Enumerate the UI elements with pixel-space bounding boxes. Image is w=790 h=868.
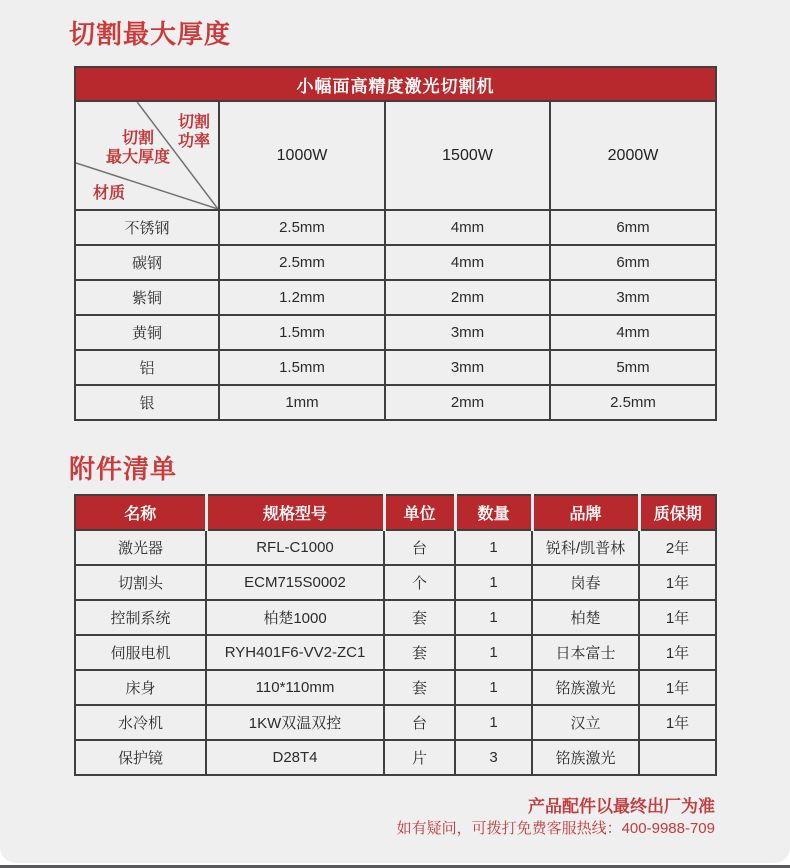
thickness-value-cell: 4mm: [385, 245, 550, 280]
accessories-cell: 1年: [639, 705, 716, 740]
thickness-value-cell: 1.2mm: [219, 280, 385, 315]
accessories-cell: 个: [384, 565, 455, 600]
accessories-cell: 1年: [639, 670, 716, 705]
thickness-table-row: [75, 385, 716, 420]
accessories-column-header: 品牌: [532, 495, 639, 530]
accessories-cell: RYH401F6-VV2-ZC1: [206, 635, 384, 670]
accessories-cell: 台: [384, 530, 455, 565]
table-banner: 小幅面高精度激光切割机: [75, 67, 716, 101]
thickness-table-row: [75, 210, 716, 245]
accessories-cell: 岗春: [532, 565, 639, 600]
accessories-cell: 柏楚: [532, 600, 639, 635]
thickness-value-cell: 4mm: [550, 315, 716, 350]
accessories-cell: RFL-C1000: [206, 530, 384, 565]
accessories-table-row: [75, 600, 716, 635]
accessories-cell: 铭族激光: [532, 670, 639, 705]
thickness-value-cell: 6mm: [550, 245, 716, 280]
accessories-cell: 1年: [639, 600, 716, 635]
accessories-cell: 保护镜: [75, 740, 206, 775]
thickness-value-cell: 3mm: [385, 350, 550, 385]
accessories-column-header: 质保期: [639, 495, 716, 530]
accessories-cell: 套: [384, 635, 455, 670]
material-cell: 铝: [75, 350, 219, 385]
accessories-column-header: 规格型号: [206, 495, 384, 530]
thickness-value-cell: 2mm: [385, 280, 550, 315]
accessories-cell: 铭族激光: [532, 740, 639, 775]
footer-disclaimer: 产品配件以最终出厂为准: [528, 797, 715, 816]
accessories-cell: 2年: [639, 530, 716, 565]
accessories-cell: 汉立: [532, 705, 639, 740]
thickness-table-row: [75, 315, 716, 350]
accessories-table-row: [75, 740, 716, 775]
accessories-cell: [639, 740, 716, 775]
material-cell: 碳钢: [75, 245, 219, 280]
accessories-column-header: 名称: [75, 495, 206, 530]
accessories-cell: 110*110mm: [206, 670, 384, 705]
accessories-table-row: [75, 705, 716, 740]
accessories-cell: 激光器: [75, 530, 206, 565]
accessories-cell: 1: [455, 635, 532, 670]
thickness-value-cell: 2mm: [385, 385, 550, 420]
thickness-table-row: [75, 280, 716, 315]
accessories-cell: D28T4: [206, 740, 384, 775]
accessories-cell: 1: [455, 705, 532, 740]
accessories-cell: 锐科/凯普林: [532, 530, 639, 565]
accessories-cell: 1KW双温双控: [206, 705, 384, 740]
accessories-table-row: [75, 530, 716, 565]
section-title-accessories-list: 附件清单: [69, 454, 178, 484]
thickness-value-cell: 1mm: [219, 385, 385, 420]
accessories-cell: 片: [384, 740, 455, 775]
accessories-cell: 套: [384, 600, 455, 635]
thickness-value-cell: 1.5mm: [219, 315, 385, 350]
accessories-cell: 1: [455, 565, 532, 600]
thickness-table-row: [75, 245, 716, 280]
accessories-cell: 3: [455, 740, 532, 775]
accessories-cell: 1年: [639, 565, 716, 600]
accessories-cell: 柏楚1000: [206, 600, 384, 635]
accessories-cell: 日本富士: [532, 635, 639, 670]
accessories-cell: 1: [455, 670, 532, 705]
table-banner-row: [75, 67, 716, 101]
material-cell: 不锈钢: [75, 210, 219, 245]
corner-label-material: 材质: [93, 185, 126, 202]
power-column-header: 1500W: [385, 101, 550, 210]
thickness-value-cell: 3mm: [385, 315, 550, 350]
accessories-cell: 台: [384, 705, 455, 740]
thickness-value-cell: 4mm: [385, 210, 550, 245]
accessories-table-row: [75, 565, 716, 600]
material-cell: 银: [75, 385, 219, 420]
accessories-cell: 水冷机: [75, 705, 206, 740]
footer-hotline: 如有疑问，可拨打免费客服热线：400-9988-709: [396, 820, 715, 837]
section-title-max-cutting-thickness: 切割最大厚度: [69, 19, 232, 49]
cutting-thickness-table: [74, 66, 717, 421]
accessories-table: [74, 494, 717, 776]
corner-label-cutting-power: 切割 功率: [177, 114, 210, 150]
accessories-column-header: 数量: [455, 495, 532, 530]
table-header-row: [75, 101, 716, 210]
corner-header-cell: [75, 101, 219, 210]
accessories-cell: 控制系统: [75, 600, 206, 635]
power-column-header: 2000W: [550, 101, 716, 210]
material-cell: 黄铜: [75, 315, 219, 350]
thickness-table-row: [75, 350, 716, 385]
accessories-cell: 1: [455, 530, 532, 565]
material-cell: 紫铜: [75, 280, 219, 315]
accessories-cell: 伺服电机: [75, 635, 206, 670]
thickness-value-cell: 3mm: [550, 280, 716, 315]
accessories-table-row: [75, 670, 716, 705]
accessories-cell: 切割头: [75, 565, 206, 600]
thickness-value-cell: 2.5mm: [550, 385, 716, 420]
accessories-cell: ECM715S0002: [206, 565, 384, 600]
corner-label-max-thickness: 切割 最大厚度: [105, 130, 170, 166]
thickness-value-cell: 1.5mm: [219, 350, 385, 385]
thickness-value-cell: 2.5mm: [219, 245, 385, 280]
accessories-table-row: [75, 635, 716, 670]
accessories-cell: 床身: [75, 670, 206, 705]
power-column-header: 1000W: [219, 101, 385, 210]
accessories-header-row: [75, 495, 716, 530]
accessories-cell: 1年: [639, 635, 716, 670]
accessories-cell: 1: [455, 600, 532, 635]
accessories-cell: 套: [384, 670, 455, 705]
accessories-column-header: 单位: [384, 495, 455, 530]
thickness-value-cell: 2.5mm: [219, 210, 385, 245]
thickness-value-cell: 6mm: [550, 210, 716, 245]
thickness-value-cell: 5mm: [550, 350, 716, 385]
